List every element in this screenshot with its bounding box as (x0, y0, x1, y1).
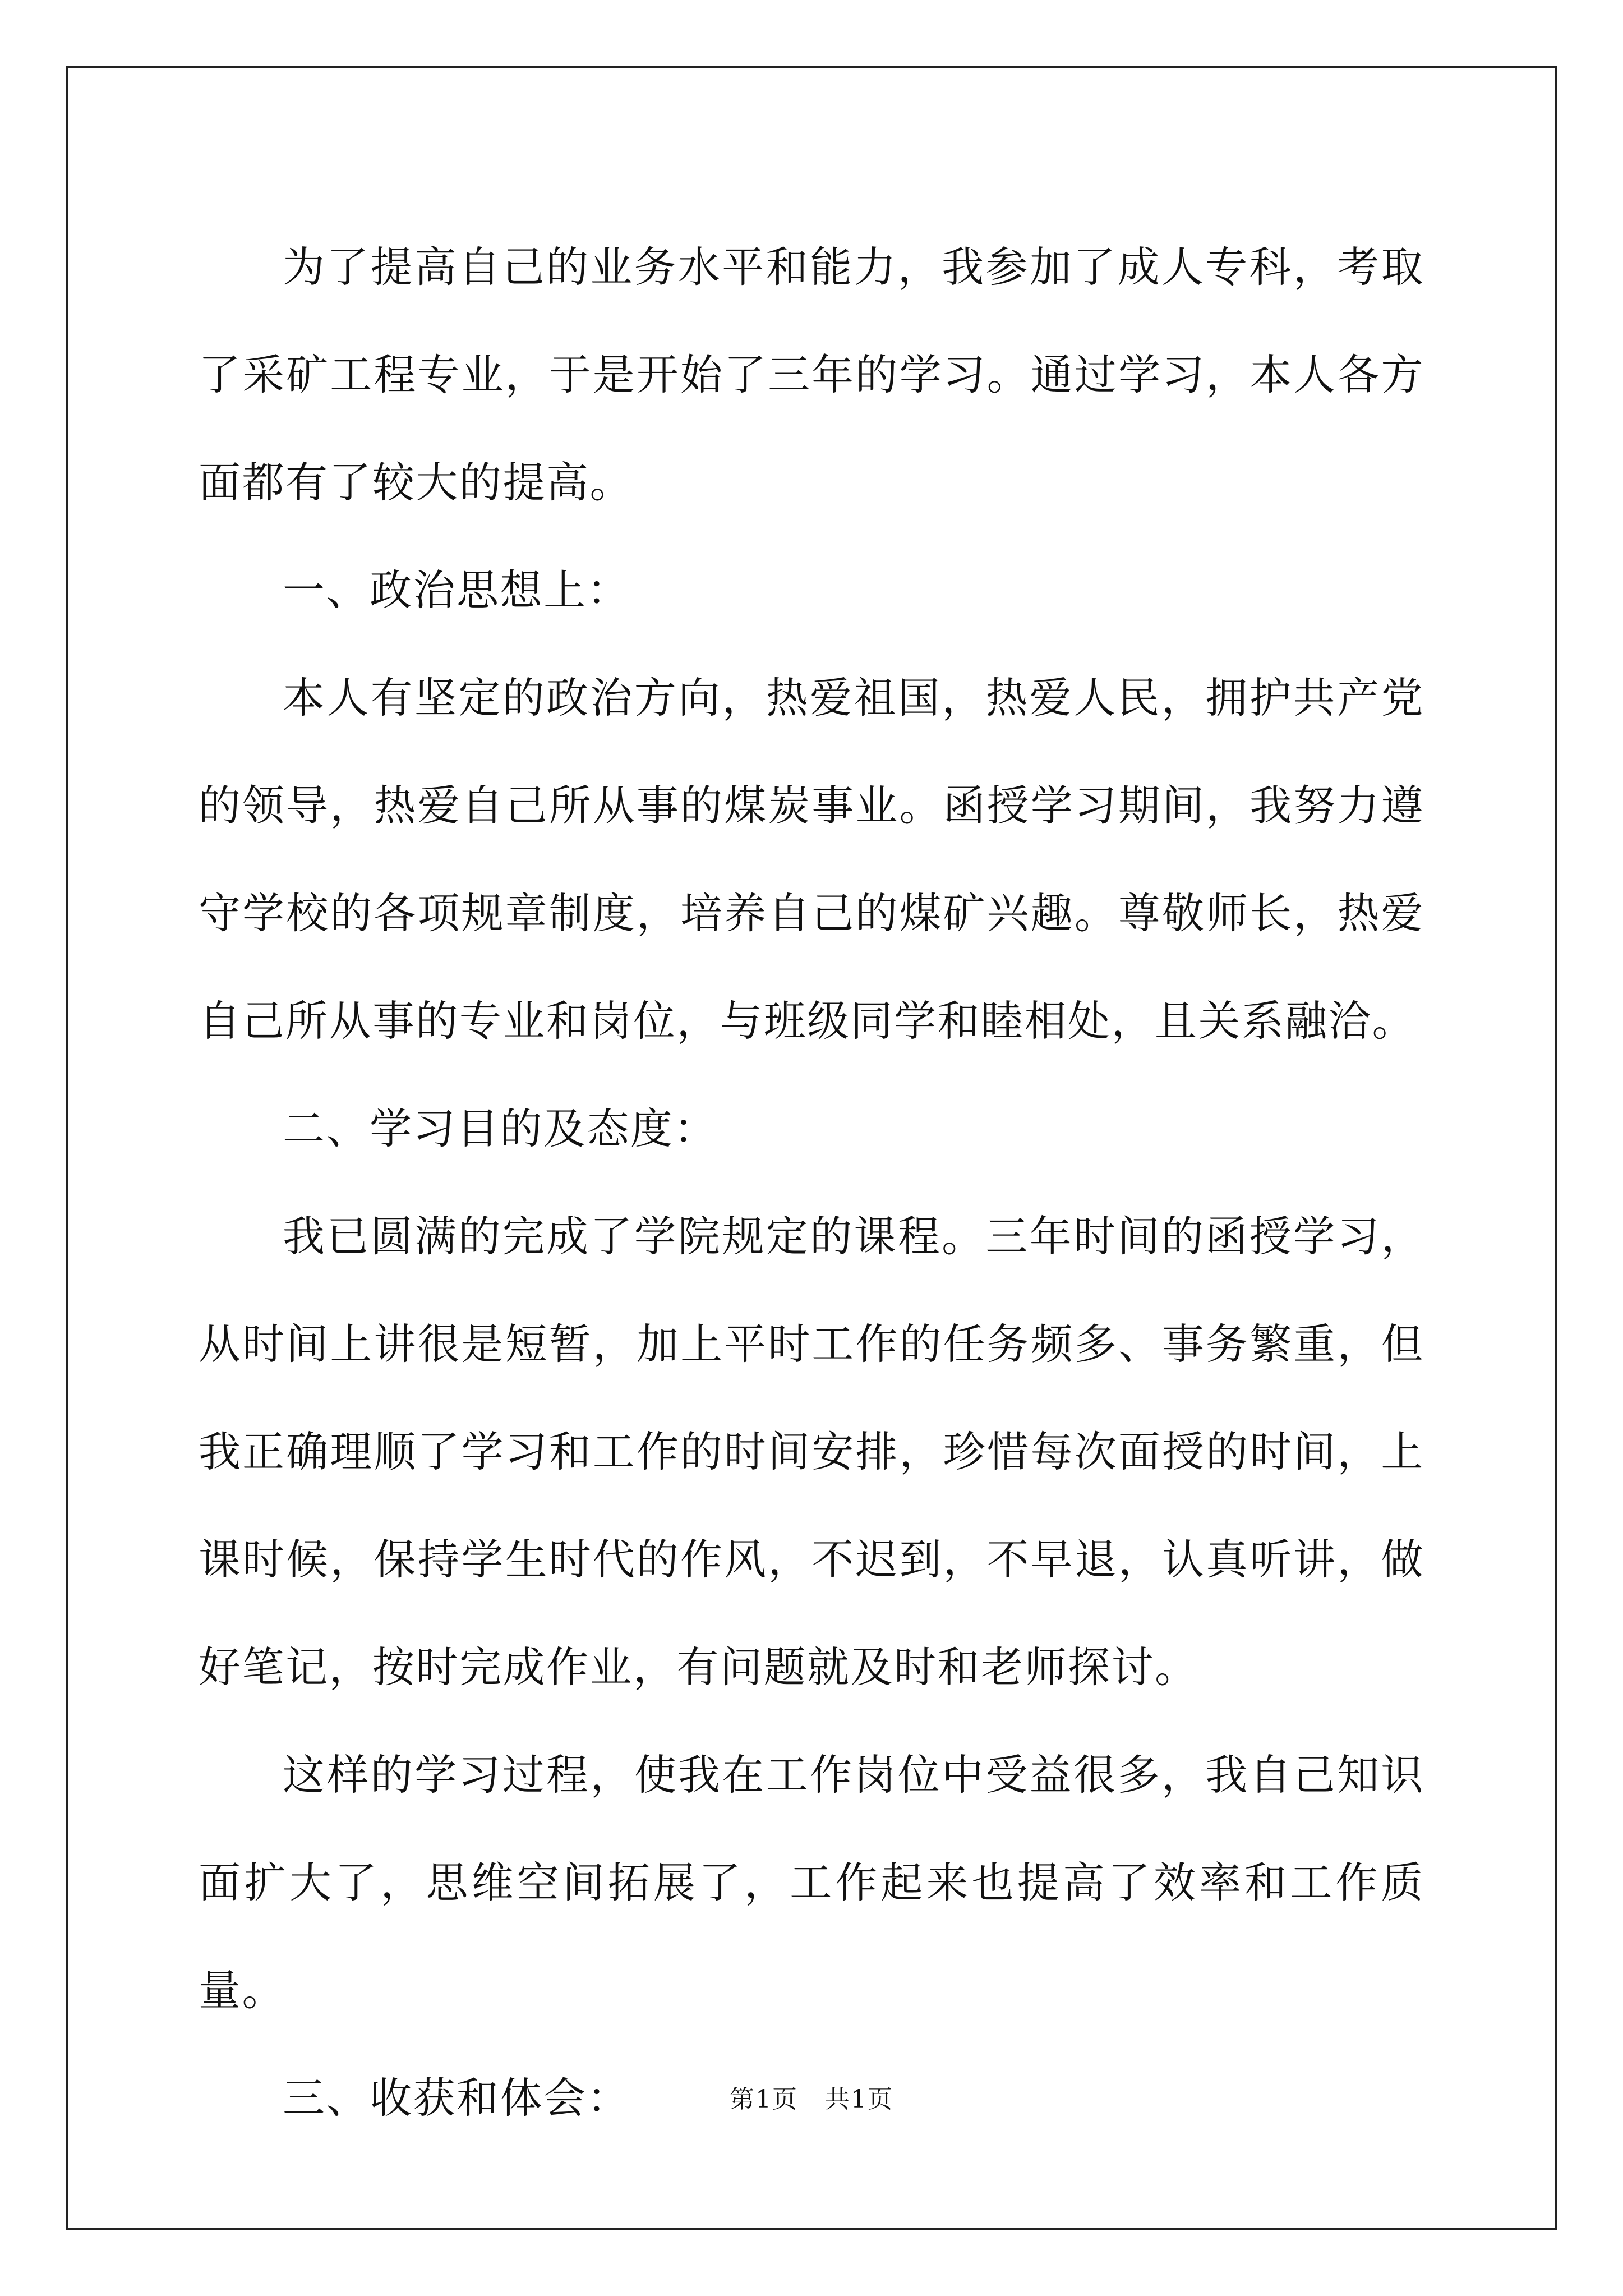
section-heading-gains: 三、收获和体会： (283, 2073, 631, 2123)
benefit-paragraph: 这样的学习过程，使我在工作岗位中受益很多，我自己知识面扩大了，思维空间拓展了，工作起来也提高了效率和工作质量。 (199, 1750, 1424, 2015)
politics-paragraph: 本人有坚定的政治方向，热爱祖国，热爱人民，拥护共产党的领导，热爱自己所从事的煤炭事业。函授学习期间，我努力遵守学校的各项规章制度，培养自己的煤矿兴趣。尊敬师长，热爱自己所从事的专业和岗位，与班级同学和睦相处，且关系融洽。 (199, 673, 1424, 1046)
section-heading-politics: 一、政治思想上： (283, 565, 631, 615)
document-body (199, 213, 1424, 2152)
page-footer (0, 2079, 1623, 2115)
page-total: 共1页 (825, 2085, 893, 2114)
page-number: 第1页 (730, 2085, 798, 2114)
study-paragraph: 我已圆满的完成了学院规定的课程。三年时间的函授学习，从时间上讲很是短暂，加上平时工作的任务频多、事务繁重，但我正确理顺了学习和工作的时间安排，珍惜每次面授的时间，上课时候，保持学生时代的作风，不迟到，不早退，认真听讲，做好笔记，按时完成作业，有问题就及时和老师探讨。 (199, 1212, 1424, 1692)
intro-paragraph: 为了提高自己的业务水平和能力，我参加了成人专科，考取了采矿工程专业，于是开始了三年的学习。通过学习，本人各方面都有了较大的提高。 (199, 242, 1424, 507)
section-heading-study: 二、学习目的及态度： (283, 1104, 718, 1153)
